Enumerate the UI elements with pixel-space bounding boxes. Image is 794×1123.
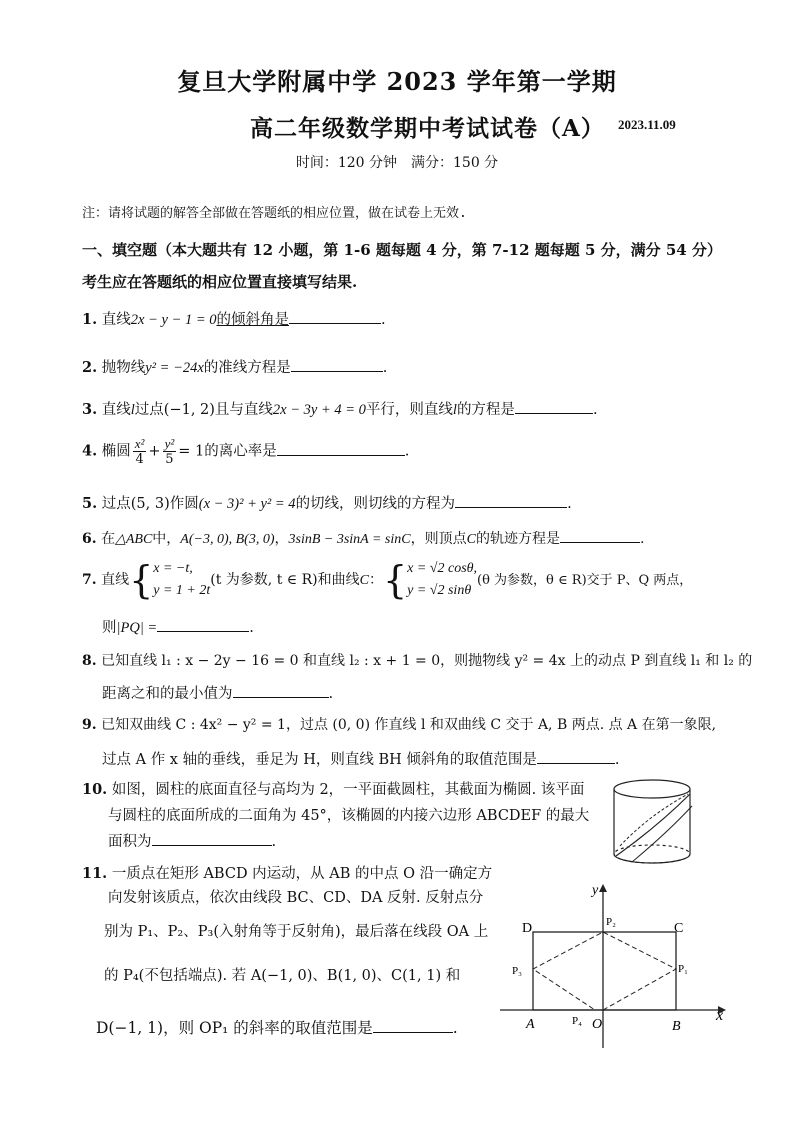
label-A: A xyxy=(526,1017,535,1032)
label-C: C xyxy=(674,921,684,936)
answer-blank[interactable] xyxy=(233,683,329,698)
answer-blank[interactable] xyxy=(157,617,249,632)
school-title: 复旦大学附属中学 2023 学年第一学期 xyxy=(177,67,617,96)
label-P2: P₂ xyxy=(606,916,616,928)
label-P1: P₁ xyxy=(678,963,688,975)
answer-blank[interactable] xyxy=(277,441,405,456)
question-11-line5: D(−1, 1)，则 OP₁ 的斜率的取值范围是 . xyxy=(96,1019,458,1037)
question-6: 6. 在△ABC中，A(−3, 0), B(3, 0)，3sinB − 3sinA = sinC，则顶点C的轨迹方程是 . xyxy=(82,528,644,548)
answer-blank[interactable] xyxy=(289,309,381,324)
question-3: 3. 直线l过点(−1, 2)且与直线2x − 3y + 4 = 0平行，则直线l的方程是 . xyxy=(82,401,598,418)
answer-blank[interactable] xyxy=(515,399,593,414)
question-11-line2: 向发射该质点，依次由线段 BC、CD、DA 反射. 反射点分 xyxy=(108,890,484,906)
question-5: 5. 过点(5, 3)作圆(x − 3)² + y² = 4的切线，则切线的方程为 . xyxy=(82,495,572,512)
question-1: 1. 直线2x − y − 1 = 0的倾斜角是 . xyxy=(82,311,386,328)
question-11-line4: 的 P₄(不包括端点). 若 A(−1, 0)、B(1, 0)、C(1, 1) 和 xyxy=(104,968,461,984)
answer-blank[interactable] xyxy=(373,1018,453,1033)
question-11: 11. 一质点在矩形 ABCD 内运动，从 AB 的中点 O 沿一确定方 xyxy=(82,865,493,882)
question-9-line2: 过点 A 作 x 轴的垂线，垂足为 H，则直线 BH 倾斜角的取值范围是 . xyxy=(102,748,619,769)
answer-blank[interactable] xyxy=(152,831,272,846)
question-10-line3: 面积为 . xyxy=(108,830,276,851)
y-axis-label: y xyxy=(592,883,599,898)
cylinder-figure xyxy=(608,776,696,868)
label-O: O xyxy=(592,1017,603,1032)
answer-blank[interactable] xyxy=(537,749,615,764)
question-11-line3: 别为 P₁、P₂、P₃(入射角等于反射角)，最后落在线段 OA 上 xyxy=(104,924,489,940)
exam-meta: 时间：120 分钟 满分：150 分 xyxy=(295,155,499,171)
reflection-path xyxy=(533,932,676,1010)
exam-note: 注：请将试题的解答全部做在答题纸的相应位置，做在试卷上无效. xyxy=(82,206,467,221)
x-axis-label: x xyxy=(716,1007,724,1024)
question-7-line2: 则|PQ| = . xyxy=(102,616,254,637)
question-10: 10. 如图，圆柱的底面直径与高均为 2，一平面截圆柱，其截面为椭圆. 该平面 xyxy=(82,781,585,798)
section-title: 一、填空题（本大题共有 12 小题，第 1-6 题每题 4 分，第 7-12 题每题 5 分，满分 54 分）考生应在答题纸的相应位置直接填写结果. xyxy=(82,241,722,291)
rectangle-reflection-figure xyxy=(500,880,730,1050)
label-D: D xyxy=(522,921,533,936)
question-8: 8. 已知直线 l₁ : x − 2y − 16 = 0 和直线 l₂ : x + 1 = 0，则抛物线 y² = 4x 上的动点 P 到直线 l₁ 和 l₂ 的 xyxy=(82,653,753,669)
question-4: 4. 椭圆 $\frac{\text{x²}}{4}$ + $\frac{\text{y²}}{5}$ = 1的离心率是 . xyxy=(82,436,410,467)
answer-blank[interactable] xyxy=(455,493,567,508)
answer-blank[interactable] xyxy=(291,357,383,372)
label-P3: P₃ xyxy=(512,965,522,977)
rectangle-ABCD xyxy=(533,932,676,1010)
answer-blank[interactable] xyxy=(560,528,640,543)
label-P4: P₄ xyxy=(572,1015,582,1027)
label-B: B xyxy=(672,1019,681,1034)
exam-title: 高二年级数学期中考试试卷（A） xyxy=(250,115,605,142)
question-2: 2. 抛物线y² = −24x的准线方程是 . xyxy=(82,359,388,376)
question-9: 9. 已知双曲线 C : 4x² − y² = 1，过点 (0, 0) 作直线 l 和双曲线 C 交于 A, B 两点. 点 A 在第一象限, xyxy=(82,717,717,733)
question-10-line2: 与圆柱的底面所成的二面角为 45°，该椭圆的内接六边形 ABCDEF 的最大 xyxy=(108,808,590,824)
question-7: 7. 直线{ x = −t, y = 1 + 2t (t 为参数, t ∈ R)和曲线C：{ x = √2 cosθ, y = √2 sinθ (θ 为参数，θ ∈ R)交于 P、Q 两点， xyxy=(82,558,693,602)
exam-date: 2023.11.09 xyxy=(618,117,676,132)
question-8-line2: 距离之和的最小值为 . xyxy=(102,682,333,703)
